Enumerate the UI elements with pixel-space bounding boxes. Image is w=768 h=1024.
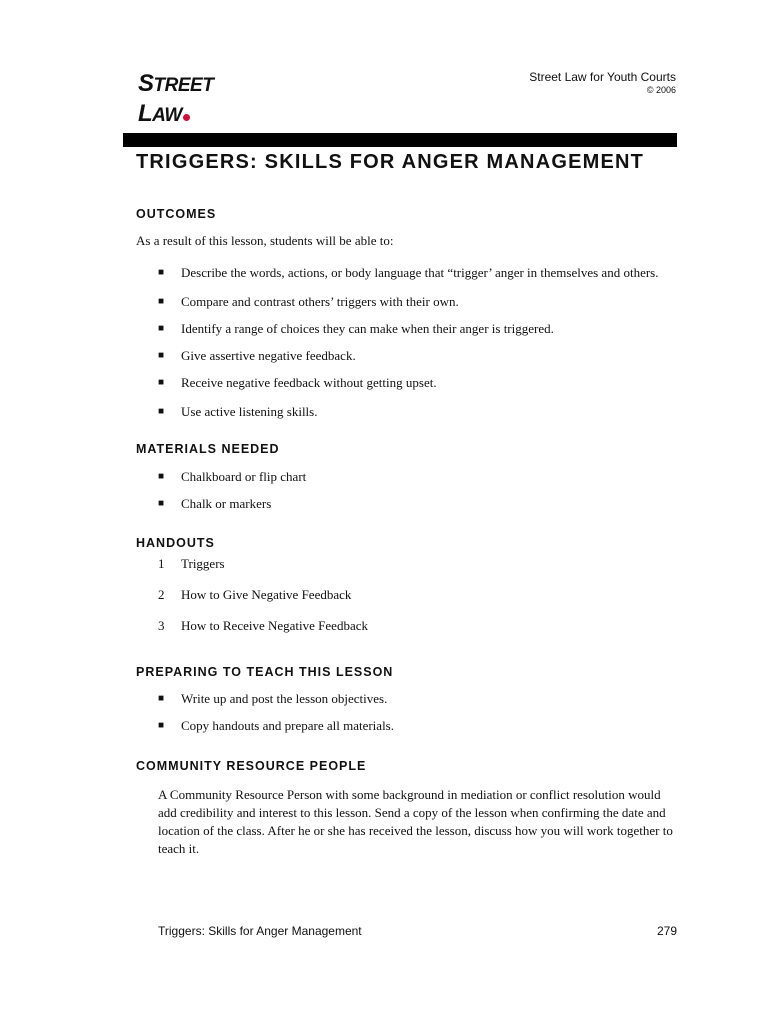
logo-mark-icon <box>183 114 190 121</box>
street-law-logo: STREET LAW <box>138 70 214 127</box>
page-number: 279 <box>656 924 677 938</box>
bullet-icon: ■ <box>158 406 165 417</box>
list-item: ■ Give assertive negative feedback. <box>158 348 356 363</box>
copyright: © 2006 <box>646 85 676 95</box>
preparing-heading: PREPARING TO TEACH THIS LESSON <box>136 665 394 679</box>
outcomes-intro: As a result of this lesson, students will be able to: <box>136 233 394 248</box>
list-item: ■ Use active listening skills. <box>158 404 318 419</box>
outcomes-heading: OUTCOMES <box>136 207 217 221</box>
list-item: ■ Describe the words, actions, or body language that “trigger’ anger in themselves and others. <box>158 265 659 280</box>
list-item: ■ Identify a range of choices they can make when their anger is triggered. <box>158 321 554 336</box>
header-publication-info <box>529 70 676 96</box>
bullet-icon: ■ <box>158 693 165 704</box>
handouts-heading: HANDOUTS <box>136 536 215 550</box>
preparing-list <box>136 690 676 735</box>
list-item: ■ Write up and post the lesson objectives. <box>158 691 388 706</box>
list-item: ■ Chalkboard or flip chart <box>158 469 307 484</box>
bullet-icon: ■ <box>158 323 165 334</box>
bullet-icon: ■ <box>158 498 165 509</box>
community-heading: COMMUNITY RESOURCE PEOPLE <box>136 759 367 773</box>
lesson-content <box>136 206 676 858</box>
outcomes-list <box>136 264 676 421</box>
list-item: 1 Triggers <box>158 556 225 571</box>
title-rule <box>123 133 677 147</box>
materials-heading: MATERIALS NEEDED <box>136 442 280 456</box>
bullet-icon: ■ <box>158 296 165 307</box>
materials-list <box>136 468 676 513</box>
bullet-icon: ■ <box>158 267 165 278</box>
bullet-icon: ■ <box>158 720 165 731</box>
list-item: 2 How to Give Negative Feedback <box>158 587 352 602</box>
page-title: TRIGGERS: SKILLS FOR ANGER MANAGEMENT <box>136 151 645 173</box>
list-item: 3 How to Receive Negative Feedback <box>158 618 368 633</box>
list-item: ■ Receive negative feedback without getting upset. <box>158 375 437 390</box>
bullet-icon: ■ <box>158 350 165 361</box>
community-text: A Community Resource Person with some background in mediation or conflict resolution would add credibility and interest to this lesson. Send a copy of the lesson when confirming the date and location of the class. After he or she has received the lesson, discuss how you will work together to teach it. <box>158 787 673 856</box>
list-item: ■ Compare and contrast others’ triggers with their own. <box>158 294 459 309</box>
list-item: ■ Copy handouts and prepare all materials. <box>158 718 394 733</box>
bullet-icon: ■ <box>158 377 165 388</box>
handouts-list <box>136 555 676 635</box>
footer-title: Triggers: Skills for Anger Management <box>158 924 362 938</box>
bullet-icon: ■ <box>158 471 165 482</box>
publication-name: Street Law for Youth Courts <box>529 70 676 84</box>
list-item: ■ Chalk or markers <box>158 496 272 511</box>
